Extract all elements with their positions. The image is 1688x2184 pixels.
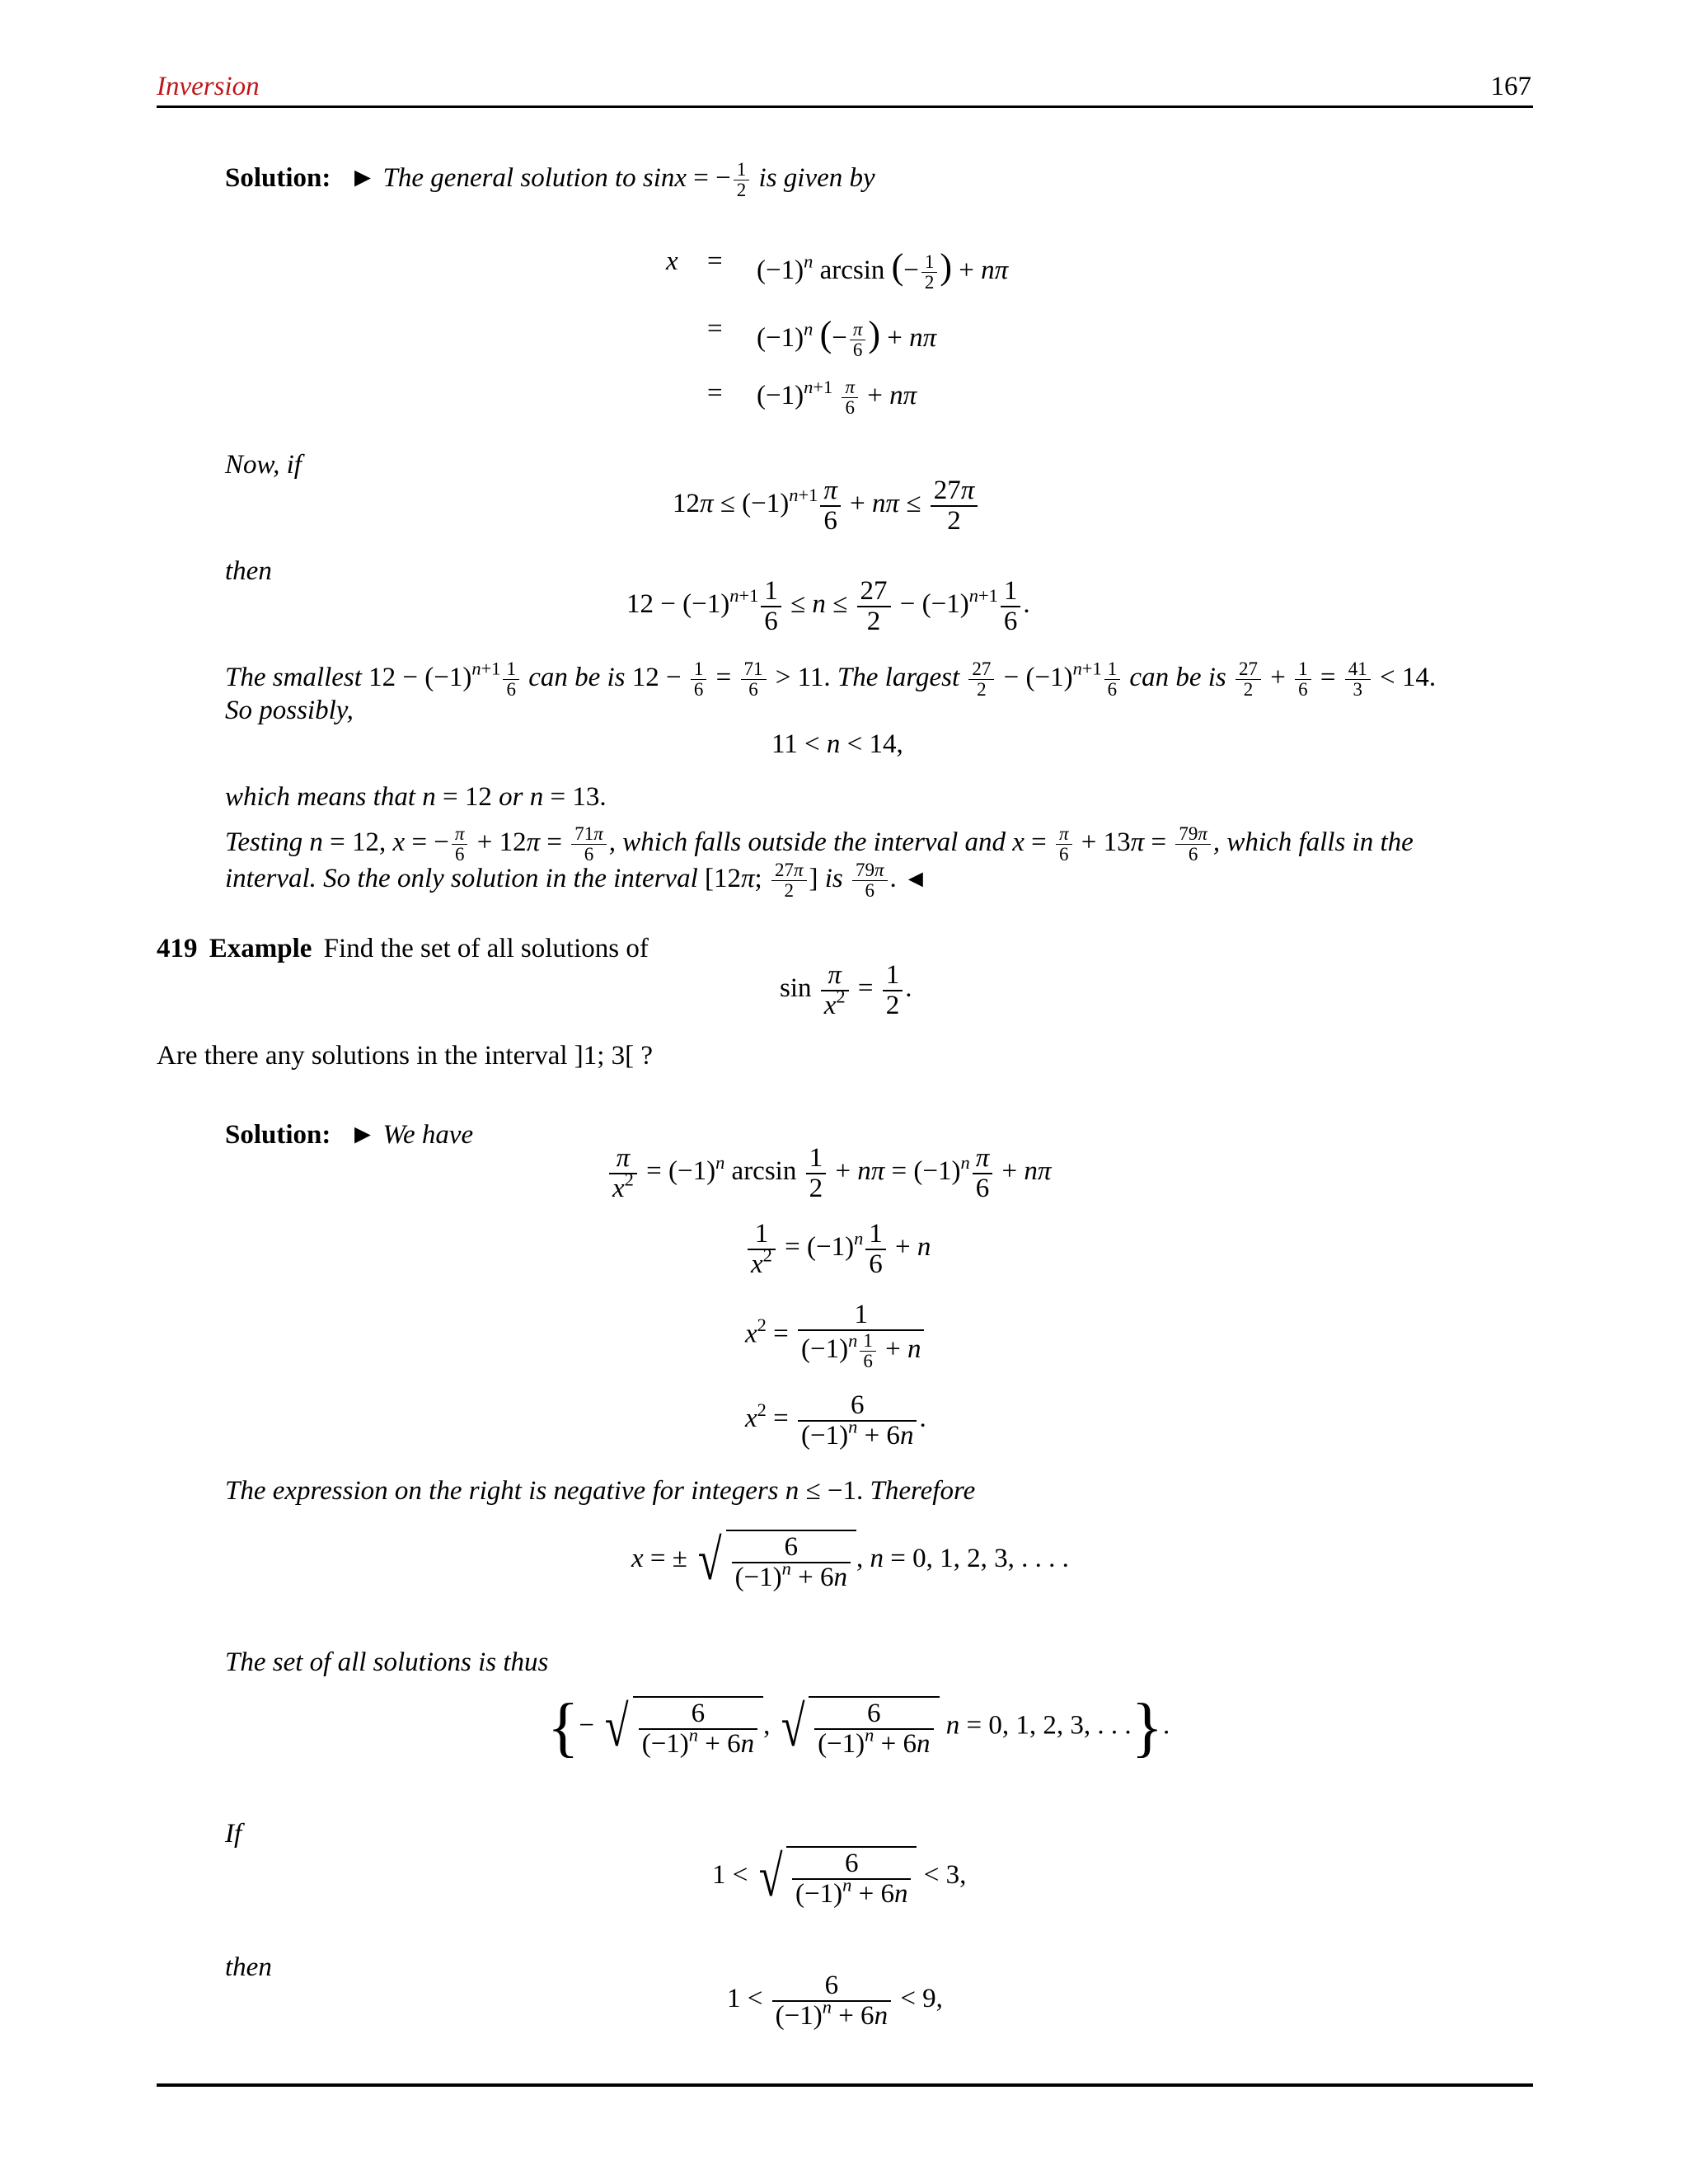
we-have-text: We have <box>382 1120 474 1150</box>
qed-open-marker: ► <box>349 163 377 194</box>
align-rhs-3: $(-1)^{n+1}$ $\frac{\pi}{6}$ + nπ <box>757 376 917 419</box>
so-possibly-text: So possibly, <box>225 696 354 725</box>
header-rule <box>157 105 1533 108</box>
solution-label: Solution: <box>225 163 331 194</box>
qed-open-marker: ► <box>349 1120 377 1150</box>
solution-intro <box>225 160 875 200</box>
then-text: then <box>225 556 272 586</box>
set-line: The set of all solutions is thus <box>225 1647 549 1677</box>
inequality-2: $12 - (-1)^{n+1}$ $\frac{1}{6}$ ≤ n ≤ $\frac{27}{2}$ − $(-1)^{n+1}$ $\frac{1}{6}$ . <box>626 576 1030 636</box>
align-rel: = <box>707 378 723 408</box>
x-solution: x = ± √ $\frac{6}{(-1)^n + 6n}$ , n = 0, 1, 2, 3, . . . . <box>631 1528 1069 1592</box>
running-header-title: Inversion <box>157 72 260 101</box>
solution-label: Solution: <box>225 1120 331 1150</box>
testing-line-1: Testing n = 12, x = − $\frac{\pi}{6}$ + 12π = $\frac{71\pi}{6}$ , which falls outside the interval and x = $\frac{\pi}{6}$ + 13π = $\frac{79\pi}{6}$ , which falls in the <box>225 823 1414 865</box>
inequality-3: 11 < n < 14, <box>771 729 903 759</box>
inequality-a: 1 < √ $\frac{6}{(-1)^n + 6n}$ < 3, <box>712 1844 967 1909</box>
example-text: Find the set of all solutions of <box>323 934 649 963</box>
sol2-row-2: $\frac{1}{x^2}$ = $(-1)^n$ $\frac{1}{6}$ + n <box>745 1220 931 1278</box>
fraction: $\frac{1}{2}$ <box>734 160 750 200</box>
sol2-row-1: $\frac{\pi}{x^2}$ = $(-1)^n$ arcsin $\frac{1}{2}$ + $n\pi = (-1)^n$ $\frac{\pi}{6}$ + nπ <box>607 1144 1051 1202</box>
testing-line-2: interval. So the only solution in the interval [12π; $\frac{27\pi}{2}$ ] is $\frac{79\pi}{6}$ . ◄ <box>225 860 928 902</box>
page-number: 167 <box>1490 72 1531 101</box>
sol2-row-4: $x^2$ = $\frac{6}{(-1)^n + 6n}$ . <box>745 1390 926 1451</box>
align-rel: = <box>707 246 723 276</box>
example-question: Are there any solutions in the interval ]1; 3[ ? <box>157 1041 654 1071</box>
example-heading <box>157 933 649 966</box>
if-text: If <box>225 1819 242 1849</box>
align-rhs-1: $(-1)^n$ arcsin (− $\frac{1}{2}$ ) + nπ <box>757 246 1009 293</box>
inequality-b: 1 < $\frac{6}{(-1)^n + 6n}$ < 9, <box>727 1971 943 2031</box>
qed-close-marker: ◄ <box>903 865 928 893</box>
solution-set: {− √ $\frac{6}{(-1)^n + 6n}$ , √ $\frac{6}{(-1)^n + 6n}$ n = 0, 1, 2, 3, . . .}. <box>547 1691 1170 1764</box>
sol2-row-3: $x^2$ = 1 $(-1)^n$ $\frac{1}{6}$ + n <box>745 1301 926 1371</box>
now-if-text: Now, if <box>225 450 302 480</box>
var-x: x <box>674 163 687 194</box>
align-rel: = <box>707 314 723 344</box>
intro-eq: = − <box>687 163 731 194</box>
inequality-1: $12\pi \le (-1)^{n+1}$ $\frac{\pi}{6}$ + nπ ≤ $\frac{27\pi}{2}$ <box>673 476 980 535</box>
example-label: Example <box>209 934 312 963</box>
solution2-intro <box>225 1119 473 1152</box>
align-rhs-2: $(-1)^n$ (− $\frac{\pi}{6}$ ) + nπ <box>757 314 937 360</box>
intro-text-b: is given by <box>758 163 875 194</box>
then-text-2: then <box>225 1952 272 1982</box>
intro-text-a: The general solution to sin <box>382 163 675 194</box>
align-lhs: x <box>666 246 678 276</box>
negative-line: The expression on the right is negative for integers n ≤ −1. Therefore <box>225 1476 976 1506</box>
example-equation: sin $\frac{\pi}{x^2}$ = $\frac{1}{2}$ . <box>780 960 912 1020</box>
smallest-largest-paragraph: The smallest $12 - (-1)^{n+1}$ $\frac{1}{6}$ can be is 12 − $\frac{1}{6}$ = $\frac{71}{6}$ > 11. The largest $\frac{27}{2}$ − $(-1)^{n+1}$ $\frac{1}{6}$ can be is $\frac{27}{2}$ + $\frac{1}{6}$ = $\frac{41}{3}$ < 14. <box>225 658 1437 701</box>
footer-rule <box>157 2083 1533 2087</box>
example-number: 419 <box>157 934 198 963</box>
which-means-text: which means that n = 12 or n = 13. <box>225 782 607 812</box>
